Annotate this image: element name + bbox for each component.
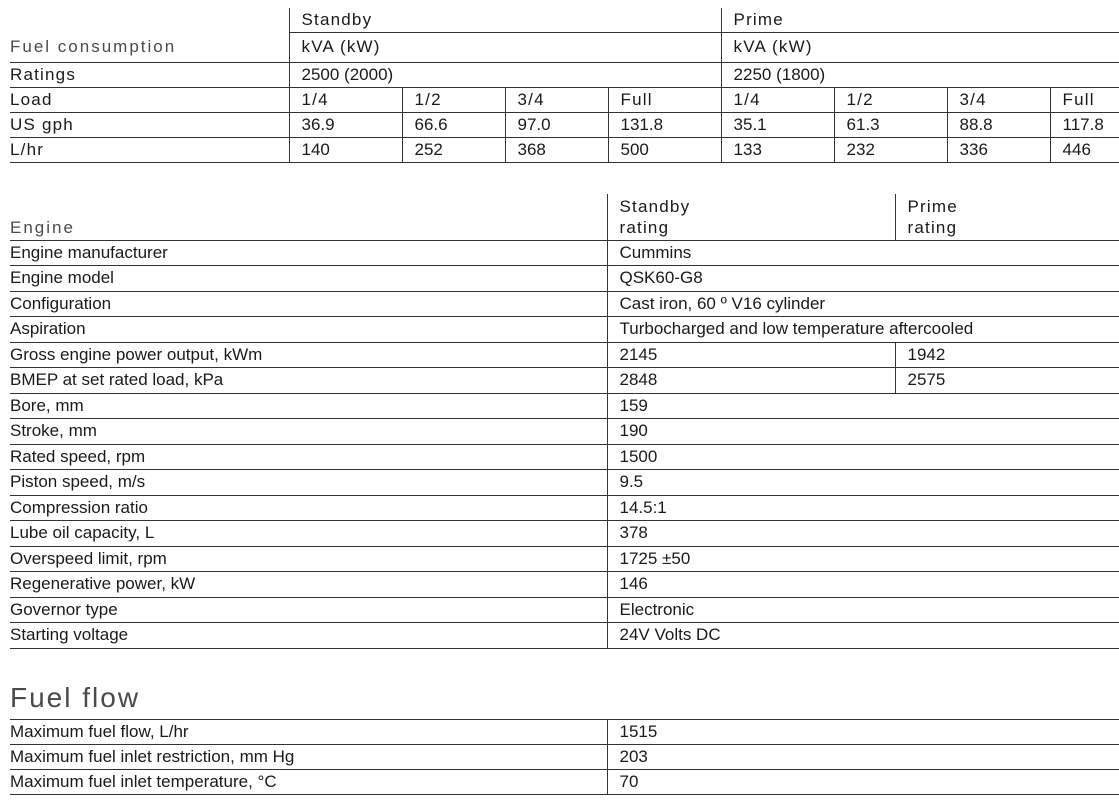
lhr-cell: 140 <box>289 137 402 162</box>
table-row <box>10 393 1119 419</box>
row-value: 1515 <box>607 720 1119 745</box>
row-label: Maximum fuel inlet restriction, mm Hg <box>10 745 607 770</box>
row-label: Maximum fuel flow, L/hr <box>10 720 607 745</box>
table-row <box>10 368 1119 394</box>
row-value: 70 <box>607 770 1119 795</box>
row-value: 14.5:1 <box>607 495 1119 521</box>
row-label: Configuration <box>10 291 607 317</box>
row-label: Piston speed, m/s <box>10 470 607 496</box>
usgph-cell: 131.8 <box>608 112 721 137</box>
fuel-flow-table <box>10 719 1119 795</box>
standby-label: Standby <box>289 8 721 32</box>
table-row <box>10 291 1119 317</box>
row-label: Engine model <box>10 266 607 292</box>
usgph-cell: 66.6 <box>402 112 505 137</box>
load-cell: 1/2 <box>834 87 947 112</box>
lhr-cell: 252 <box>402 137 505 162</box>
table-row <box>10 495 1119 521</box>
row-label: Maximum fuel inlet temperature, °C <box>10 770 607 795</box>
load-cell: 3/4 <box>947 87 1050 112</box>
ratings-label: Ratings <box>10 62 289 87</box>
table-row <box>10 419 1119 445</box>
fuel-flow-title: Fuel flow <box>10 682 141 713</box>
usgph-cell: 97.0 <box>505 112 608 137</box>
row-value: 24V Volts DC <box>607 623 1119 649</box>
engine-table <box>10 194 1119 649</box>
row-value: 1725 ±50 <box>607 546 1119 572</box>
row-label: Governor type <box>10 597 607 623</box>
load-label: Load <box>10 87 289 112</box>
standby-rating-header <box>607 194 895 240</box>
load-cell: 3/4 <box>505 87 608 112</box>
row-label: Aspiration <box>10 317 607 343</box>
load-cell: Full <box>608 87 721 112</box>
load-cell: Full <box>1050 87 1119 112</box>
row-prime-value: 1942 <box>895 342 1119 368</box>
row-label: Engine manufacturer <box>10 240 607 266</box>
lhr-cell: 446 <box>1050 137 1119 162</box>
table-row <box>10 546 1119 572</box>
lhr-label: L/hr <box>10 137 289 162</box>
lhr-cell: 500 <box>608 137 721 162</box>
row-label: Rated speed, rpm <box>10 444 607 470</box>
prime-header-line1: Prime <box>907 196 958 216</box>
row-label: Bore, mm <box>10 393 607 419</box>
table-row <box>10 720 1119 745</box>
table-row <box>10 521 1119 547</box>
row-label: Gross engine power output, kWm <box>10 342 607 368</box>
load-cell: 1/2 <box>402 87 505 112</box>
row-value: 203 <box>607 745 1119 770</box>
table-row <box>10 266 1119 292</box>
row-value: 190 <box>607 419 1119 445</box>
row-value: Electronic <box>607 597 1119 623</box>
row-label: Starting voltage <box>10 623 607 649</box>
usgph-cell: 117.8 <box>1050 112 1119 137</box>
table-row <box>10 470 1119 496</box>
standby-header-line1: Standby <box>619 196 691 216</box>
row-label: Compression ratio <box>10 495 607 521</box>
usgph-cell: 61.3 <box>834 112 947 137</box>
prime-label: Prime <box>721 8 1119 32</box>
table-row <box>10 444 1119 470</box>
row-value: Turbocharged and low temperature aftercooled <box>607 317 1119 343</box>
table-row <box>10 623 1119 649</box>
row-standby-value: 2145 <box>607 342 895 368</box>
table-row <box>10 597 1119 623</box>
prime-header-line2: rating <box>907 217 958 237</box>
lhr-cell: 232 <box>834 137 947 162</box>
lhr-cell: 368 <box>505 137 608 162</box>
prime-rating: 2250 (1800) <box>721 62 1119 87</box>
usgph-label: US gph <box>10 112 289 137</box>
row-label: Overspeed limit, rpm <box>10 546 607 572</box>
fuel-consumption-table <box>10 8 1119 163</box>
table-row <box>10 572 1119 598</box>
usgph-cell: 35.1 <box>721 112 834 137</box>
fuel-consumption-title: Fuel consumption <box>10 36 177 56</box>
standby-rating: 2500 (2000) <box>289 62 721 87</box>
row-label: Stroke, mm <box>10 419 607 445</box>
row-label: BMEP at set rated load, kPa <box>10 368 607 394</box>
row-value: Cast iron, 60 º V16 cylinder <box>607 291 1119 317</box>
row-value: 1500 <box>607 444 1119 470</box>
prime-rating-header <box>895 194 1119 240</box>
table-row <box>10 317 1119 343</box>
row-label: Regenerative power, kW <box>10 572 607 598</box>
row-value: QSK60-G8 <box>607 266 1119 292</box>
load-cell: 1/4 <box>721 87 834 112</box>
usgph-cell: 88.8 <box>947 112 1050 137</box>
row-value: 146 <box>607 572 1119 598</box>
table-row <box>10 770 1119 795</box>
standby-unit: kVA (kW) <box>289 32 721 62</box>
lhr-cell: 133 <box>721 137 834 162</box>
row-value: 159 <box>607 393 1119 419</box>
load-cell: 1/4 <box>289 87 402 112</box>
row-value: Cummins <box>607 240 1119 266</box>
lhr-cell: 336 <box>947 137 1050 162</box>
row-standby-value: 2848 <box>607 368 895 394</box>
engine-title: Engine <box>10 217 75 237</box>
usgph-cell: 36.9 <box>289 112 402 137</box>
row-value: 378 <box>607 521 1119 547</box>
row-prime-value: 2575 <box>895 368 1119 394</box>
row-value: 9.5 <box>607 470 1119 496</box>
prime-unit: kVA (kW) <box>721 32 1119 62</box>
row-label: Lube oil capacity, L <box>10 521 607 547</box>
standby-header-line2: rating <box>619 217 670 237</box>
table-row <box>10 240 1119 266</box>
table-row <box>10 342 1119 368</box>
table-row <box>10 745 1119 770</box>
